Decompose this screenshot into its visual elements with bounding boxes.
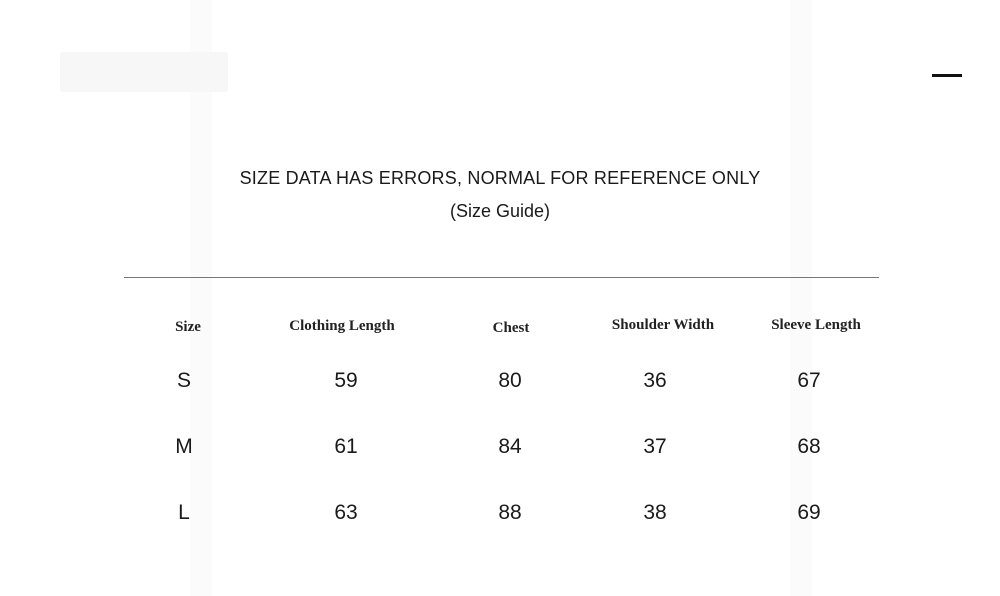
table-cell-chest: 88: [498, 501, 522, 524]
table-cell-shoulder-width: 37: [643, 435, 667, 458]
table-cell-shoulder-width: 36: [643, 369, 667, 392]
table-cell-clothing-length: 59: [334, 369, 358, 392]
table-cell-clothing-length: 63: [334, 501, 358, 524]
size-guide-subtitle: (Size Guide): [449, 201, 551, 221]
header-divider: [124, 277, 879, 278]
table-cell-sleeve-length: 68: [797, 435, 821, 458]
size-disclaimer-heading: SIZE DATA HAS ERRORS, NORMAL FOR REFERENCE ONLY: [239, 168, 761, 188]
menu-icon[interactable]: [932, 74, 962, 77]
table-cell-sleeve-length: 69: [797, 501, 821, 524]
column-header-shoulder-width: Shoulder Width: [611, 317, 715, 333]
logo-placeholder: [60, 52, 228, 92]
column-header-size: Size: [175, 319, 201, 335]
table-cell-chest: 80: [498, 369, 522, 392]
table-cell-size: M: [175, 435, 193, 458]
table-cell-size: S: [176, 369, 192, 392]
table-cell-clothing-length: 61: [334, 435, 358, 458]
table-cell-chest: 84: [498, 435, 522, 458]
column-header-sleeve-length: Sleeve Length: [771, 317, 861, 333]
table-cell-shoulder-width: 38: [643, 501, 667, 524]
column-header-chest: Chest: [492, 320, 530, 336]
table-cell-size: L: [178, 501, 190, 524]
column-header-clothing-length: Clothing Length: [289, 318, 395, 334]
table-cell-sleeve-length: 67: [797, 369, 821, 392]
